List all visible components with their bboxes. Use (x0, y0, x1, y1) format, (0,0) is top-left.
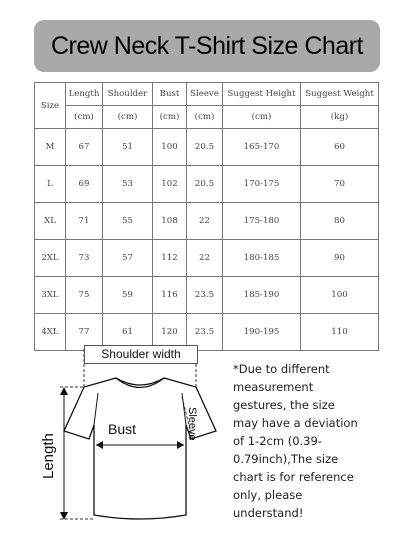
cell-suggest-height: 175-180 (223, 203, 301, 240)
cell-length: 73 (66, 240, 103, 277)
column-header-suggest-weight: Suggest Weight (301, 83, 379, 106)
cell-suggest-height: 185-190 (223, 277, 301, 314)
table-row (35, 166, 379, 203)
cell-bust: 108 (153, 203, 187, 240)
cell-length: 69 (66, 166, 103, 203)
cell-sleeve: 20.5 (187, 166, 223, 203)
title-banner (34, 20, 380, 72)
unit-length: (cm) (66, 106, 103, 129)
cell-length: 71 (66, 203, 103, 240)
cell-suggest-height: 170-175 (223, 166, 301, 203)
cell-shoulder: 55 (103, 203, 153, 240)
length-label: Length (40, 433, 57, 479)
cell-sleeve: 23.5 (187, 277, 223, 314)
cell-size: XL (35, 203, 66, 240)
table-row (35, 203, 379, 240)
column-header-length: Length (66, 83, 103, 106)
sleeve-label: Sleeve (186, 407, 198, 441)
measurement-note: *Due to different measurement gestures, the size may have a deviation of 1-2cm (0.39-0.79inch),The size chart is for reference only, please understand! (233, 362, 358, 520)
cell-sleeve: 20.5 (187, 129, 223, 166)
cell-shoulder: 51 (103, 129, 153, 166)
unit-sleeve: (cm) (187, 106, 223, 129)
unit-shoulder: (cm) (103, 106, 153, 129)
cell-shoulder: 61 (103, 314, 153, 351)
cell-bust: 120 (153, 314, 187, 351)
cell-sleeve: 23.5 (187, 314, 223, 351)
cell-bust: 116 (153, 277, 187, 314)
cell-sleeve: 22 (187, 203, 223, 240)
cell-size: L (35, 166, 66, 203)
cell-suggest-height: 190-195 (223, 314, 301, 351)
cell-size: 4XL (35, 314, 66, 351)
unit-bust: (cm) (153, 106, 187, 129)
cell-suggest-weight: 100 (301, 277, 379, 314)
cell-shoulder: 53 (103, 166, 153, 203)
cell-shoulder: 57 (103, 240, 153, 277)
cell-size: M (35, 129, 66, 166)
cell-size: 3XL (35, 277, 66, 314)
cell-length: 77 (66, 314, 103, 351)
shoulder-width-label: Shoulder width (84, 345, 198, 364)
column-header-suggest-height: Suggest Height (223, 83, 301, 106)
column-header-shoulder: Shoulder (103, 83, 153, 106)
size-table (34, 82, 379, 351)
cell-suggest-weight: 60 (301, 129, 379, 166)
cell-bust: 112 (153, 240, 187, 277)
cell-size: 2XL (35, 240, 66, 277)
column-header-size: Size (35, 83, 66, 129)
table-unit-row (35, 106, 379, 129)
bust-label: Bust (108, 421, 137, 437)
cell-suggest-weight: 110 (301, 314, 379, 351)
cell-bust: 100 (153, 129, 187, 166)
unit-suggest-weight: (kg) (301, 106, 379, 129)
cell-suggest-height: 165-170 (223, 129, 301, 166)
unit-suggest-height: (cm) (223, 106, 301, 129)
column-header-bust: Bust (153, 83, 187, 106)
cell-length: 67 (66, 129, 103, 166)
column-header-sleeve: Sleeve (187, 83, 223, 106)
cell-suggest-weight: 70 (301, 166, 379, 203)
cell-suggest-height: 180-185 (223, 240, 301, 277)
cell-sleeve: 22 (187, 240, 223, 277)
cell-shoulder: 59 (103, 277, 153, 314)
tshirt-measurement-diagram (36, 335, 226, 535)
cell-bust: 102 (153, 166, 187, 203)
table-header-row (35, 83, 379, 106)
table-row (35, 129, 379, 166)
table-row (35, 277, 379, 314)
table-row (35, 240, 379, 277)
cell-length: 75 (66, 277, 103, 314)
page-title: Crew Neck T-Shirt Size Chart (50, 31, 363, 60)
cell-suggest-weight: 80 (301, 203, 379, 240)
cell-suggest-weight: 90 (301, 240, 379, 277)
